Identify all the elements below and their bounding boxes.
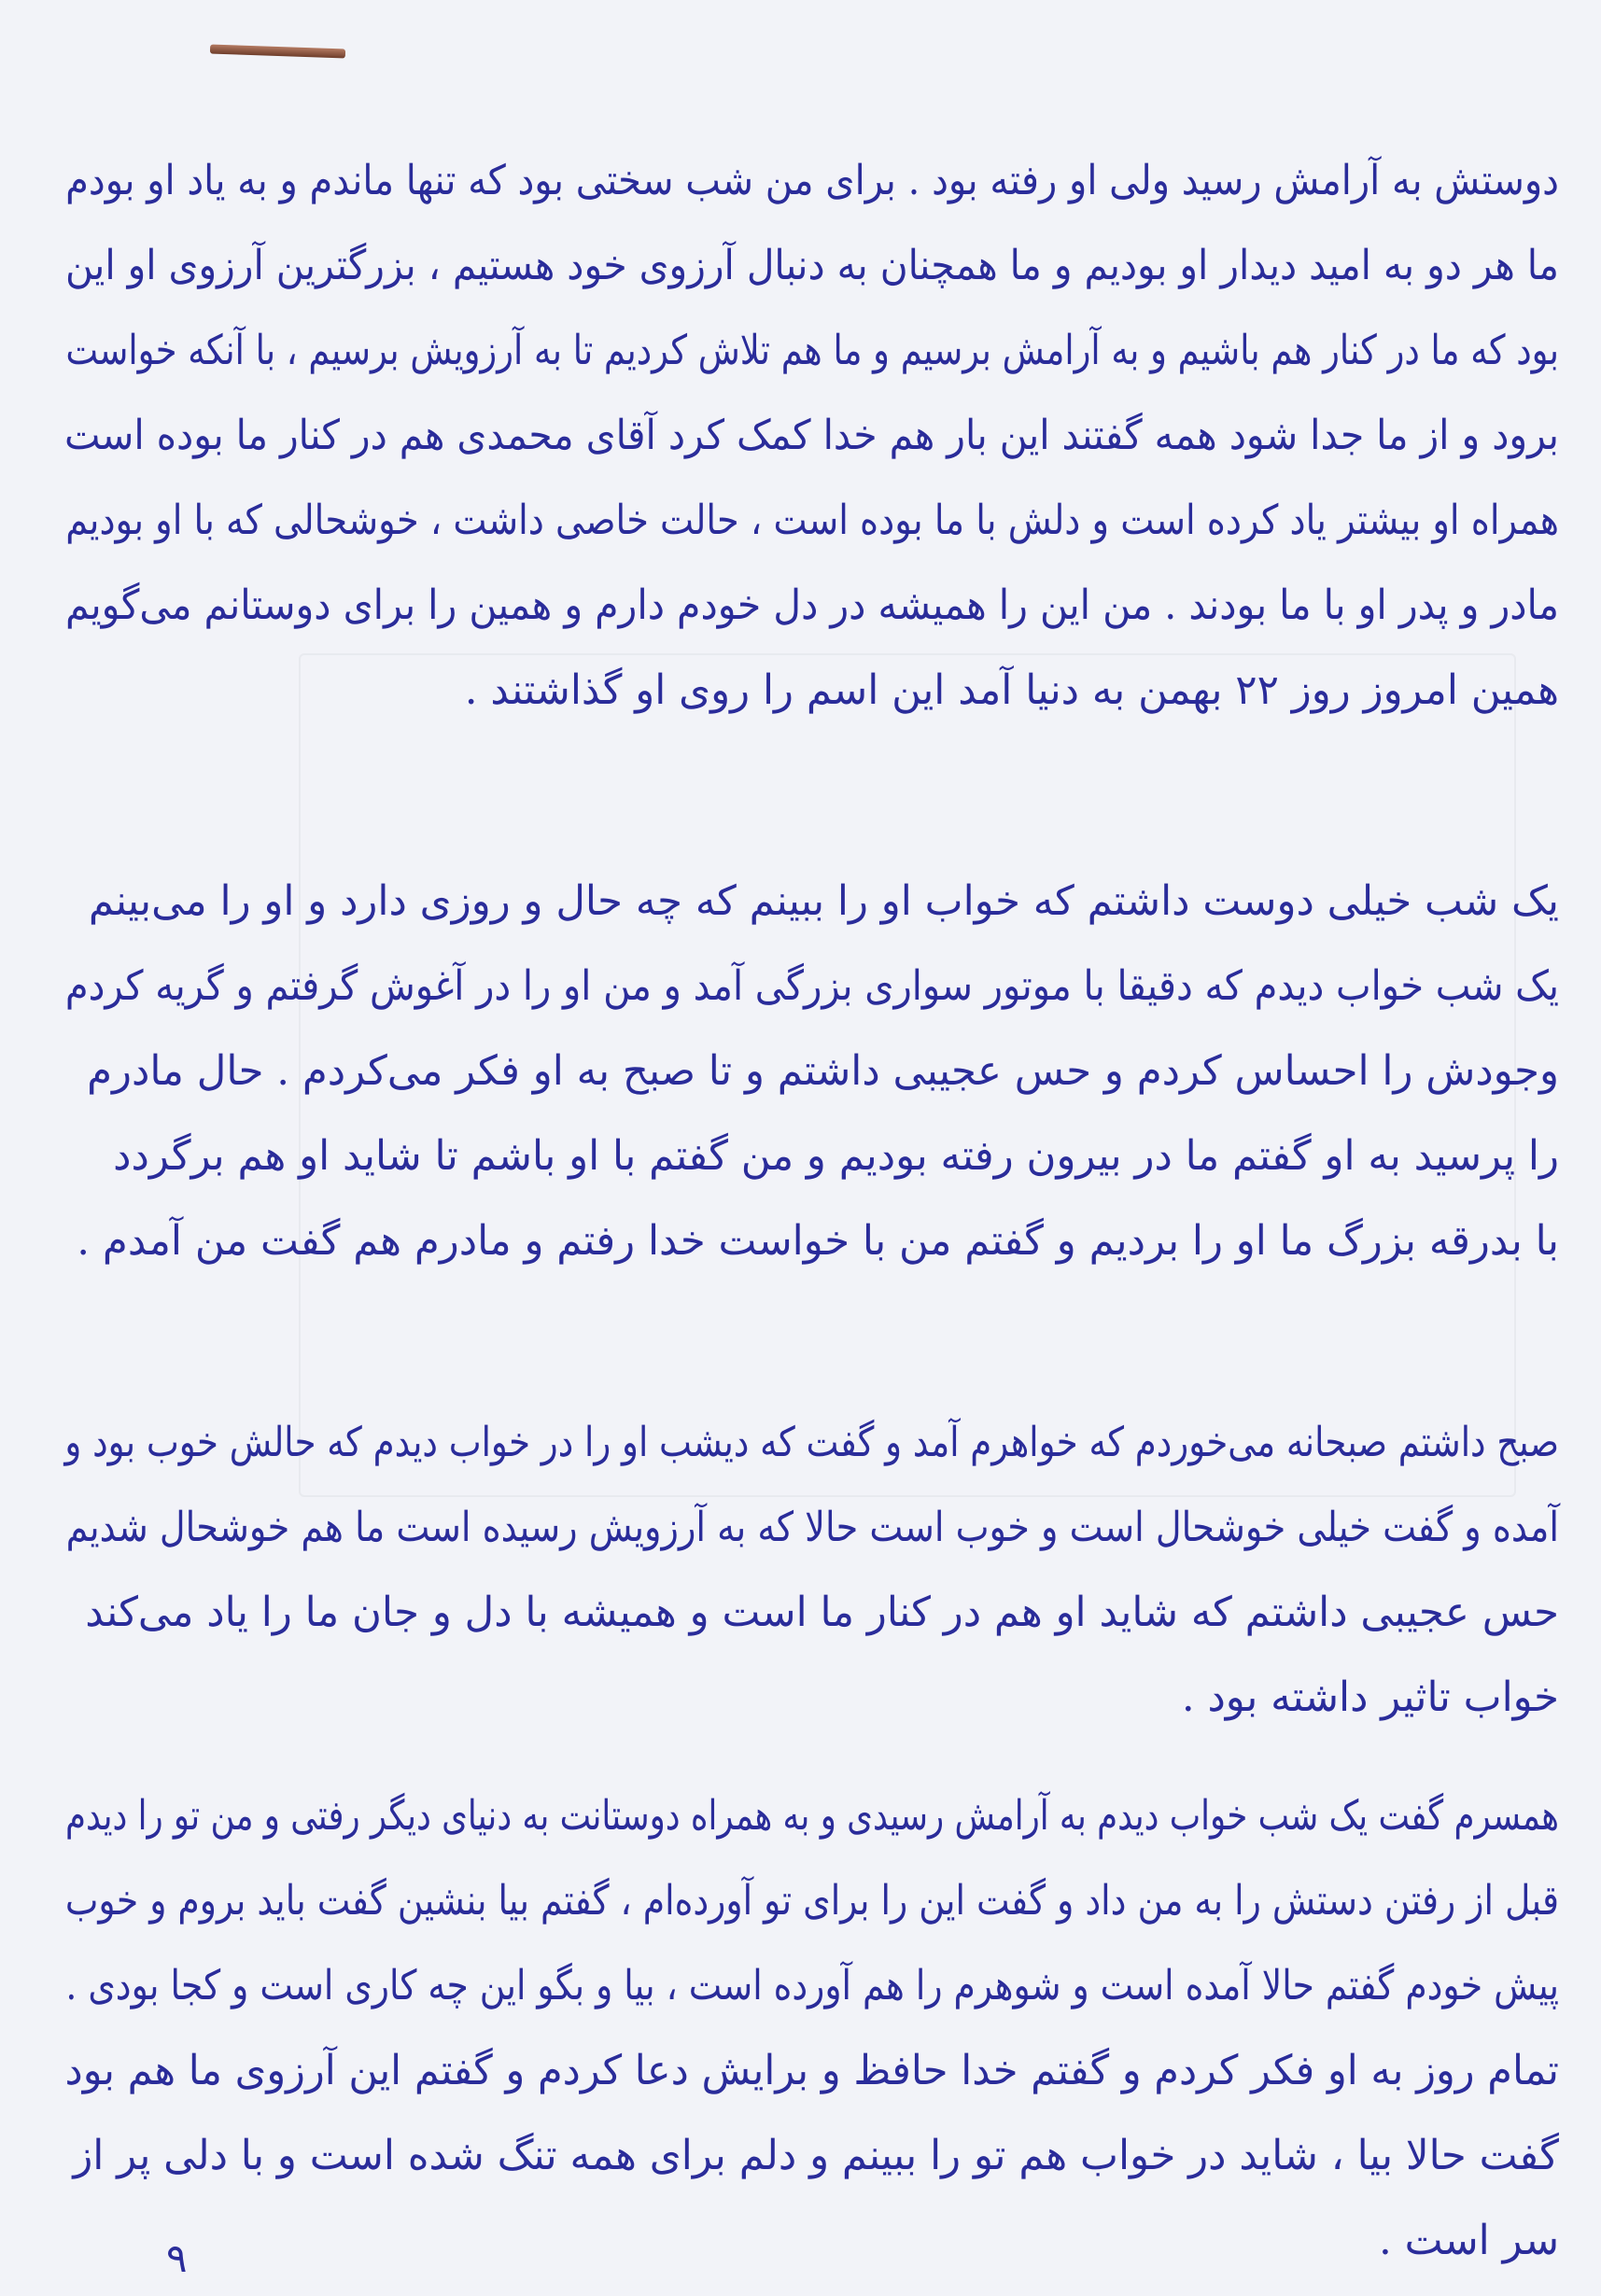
paragraph-2 (47, 859, 1559, 1283)
text-line: همراه او بیشتر یاد کرده است و دلش با ما بوده است ، حالت خاصی داشت ، خوشحالی که با او بودیم (65, 497, 1560, 544)
text-line: مادر و پدر او با ما بودند . من این را همیشه در دل خودم دارم و همین را برای دوستانم می‌گویم (64, 581, 1560, 629)
text-line: دوستش به آرامش رسید ولی او رفته بود . برای من شب سختی بود که تنها ماندم و به یاد او بودم (65, 157, 1560, 204)
text-line: را پرسید به او گفتم ما در بیرون رفته بودیم و من گفتم با او باشم تا شاید او هم برگردد (113, 1132, 1559, 1180)
text-line: آمده و گفت خیلی خوشحال است و خوب است حالا که به آرزویش رسیده است ما هم خوشحال شدیم (65, 1504, 1560, 1551)
pen-stroke-mark (210, 44, 345, 58)
text-line: پیش خودم گفتم حالا آمده است و شوهرم را هم آورده است ، بیا و بگو این چه کاری است و کجا بودی . (65, 1962, 1559, 2009)
text-line: ما هر دو به امید دیدار او بودیم و ما همچنان به دنبال آرزوی خود هستیم ، بزرگترین آرزوی او این (64, 242, 1560, 289)
text-line: بود که ما در کنار هم باشیم و به آرامش برسیم و ما هم تلاش کردیم تا به آرزویش برسیم ، با آنکه خواست (65, 327, 1560, 374)
paragraph-1 (47, 138, 1559, 733)
text-line: همین امروز روز ۲۲ بهمن به دنیا آمد این اسم را روی او گذاشتند . (464, 666, 1559, 714)
text-line: سر است . (1378, 2217, 1559, 2264)
text-line: همسرم گفت یک شب خواب دیدم به آرامش رسیدی و به همراه دوستانت به دنیای دیگر رفتی و من تو را دیدم (65, 1792, 1559, 1840)
text-line: وجودش را احساس کردم و حس عجیبی داشتم و تا صبح به او فکر می‌کردم . حال مادرم (87, 1047, 1559, 1095)
text-line: برود و از ما جدا شود همه گفتند این بار هم خدا کمک کرد آقای محمدی هم در کنار ما بوده است (64, 412, 1560, 459)
page-number: ٩ (166, 2235, 188, 2281)
paragraph-3 (47, 1400, 1559, 1740)
text-line: تمام روز به او فکر کردم و گفتم خدا حافظ و برایش دعا کردم و گفتم این آرزوی ما هم بود (64, 2047, 1559, 2094)
paragraph-4 (47, 1773, 1559, 2283)
text-line: صبح داشتم صبحانه می‌خوردم که خواهرم آمد و گفت که دیشب او را در خواب دیدم که حالش خوب بود و (64, 1419, 1560, 1466)
text-line: حس عجیبی داشتم که شاید او هم در کنار ما است و همیشه با دل و جان ما را یاد می‌کند (85, 1589, 1560, 1636)
text-line: قبل از رفتن دستش را به من داد و گفت این را برای تو آورده‌ام ، گفتم بیا بنشین گفت باید بروم و خوب (64, 1877, 1559, 1925)
text-line: با بدرقه بزرگ ما او را بردیم و گفتم من با خواست خدا رفتم و مادرم هم گفت من آمدم . (77, 1217, 1559, 1265)
text-line: یک شب خیلی دوست داشتم که خواب او را ببینم که چه حال و روزی دارد و او را می‌بینم (88, 877, 1559, 925)
text-line: گفت حالا بیا ، شاید در خواب هم تو را ببینم و دلم برای همه تنگ شده است و با دلی پر از (73, 2132, 1559, 2179)
text-line: خواب تاثیر داشته بود . (1181, 1673, 1559, 1721)
text-line: یک شب خواب دیدم که دقیقا با موتور سواری بزرگی آمد و من او را در آغوش گرفتم و گریه کردم (64, 962, 1560, 1010)
